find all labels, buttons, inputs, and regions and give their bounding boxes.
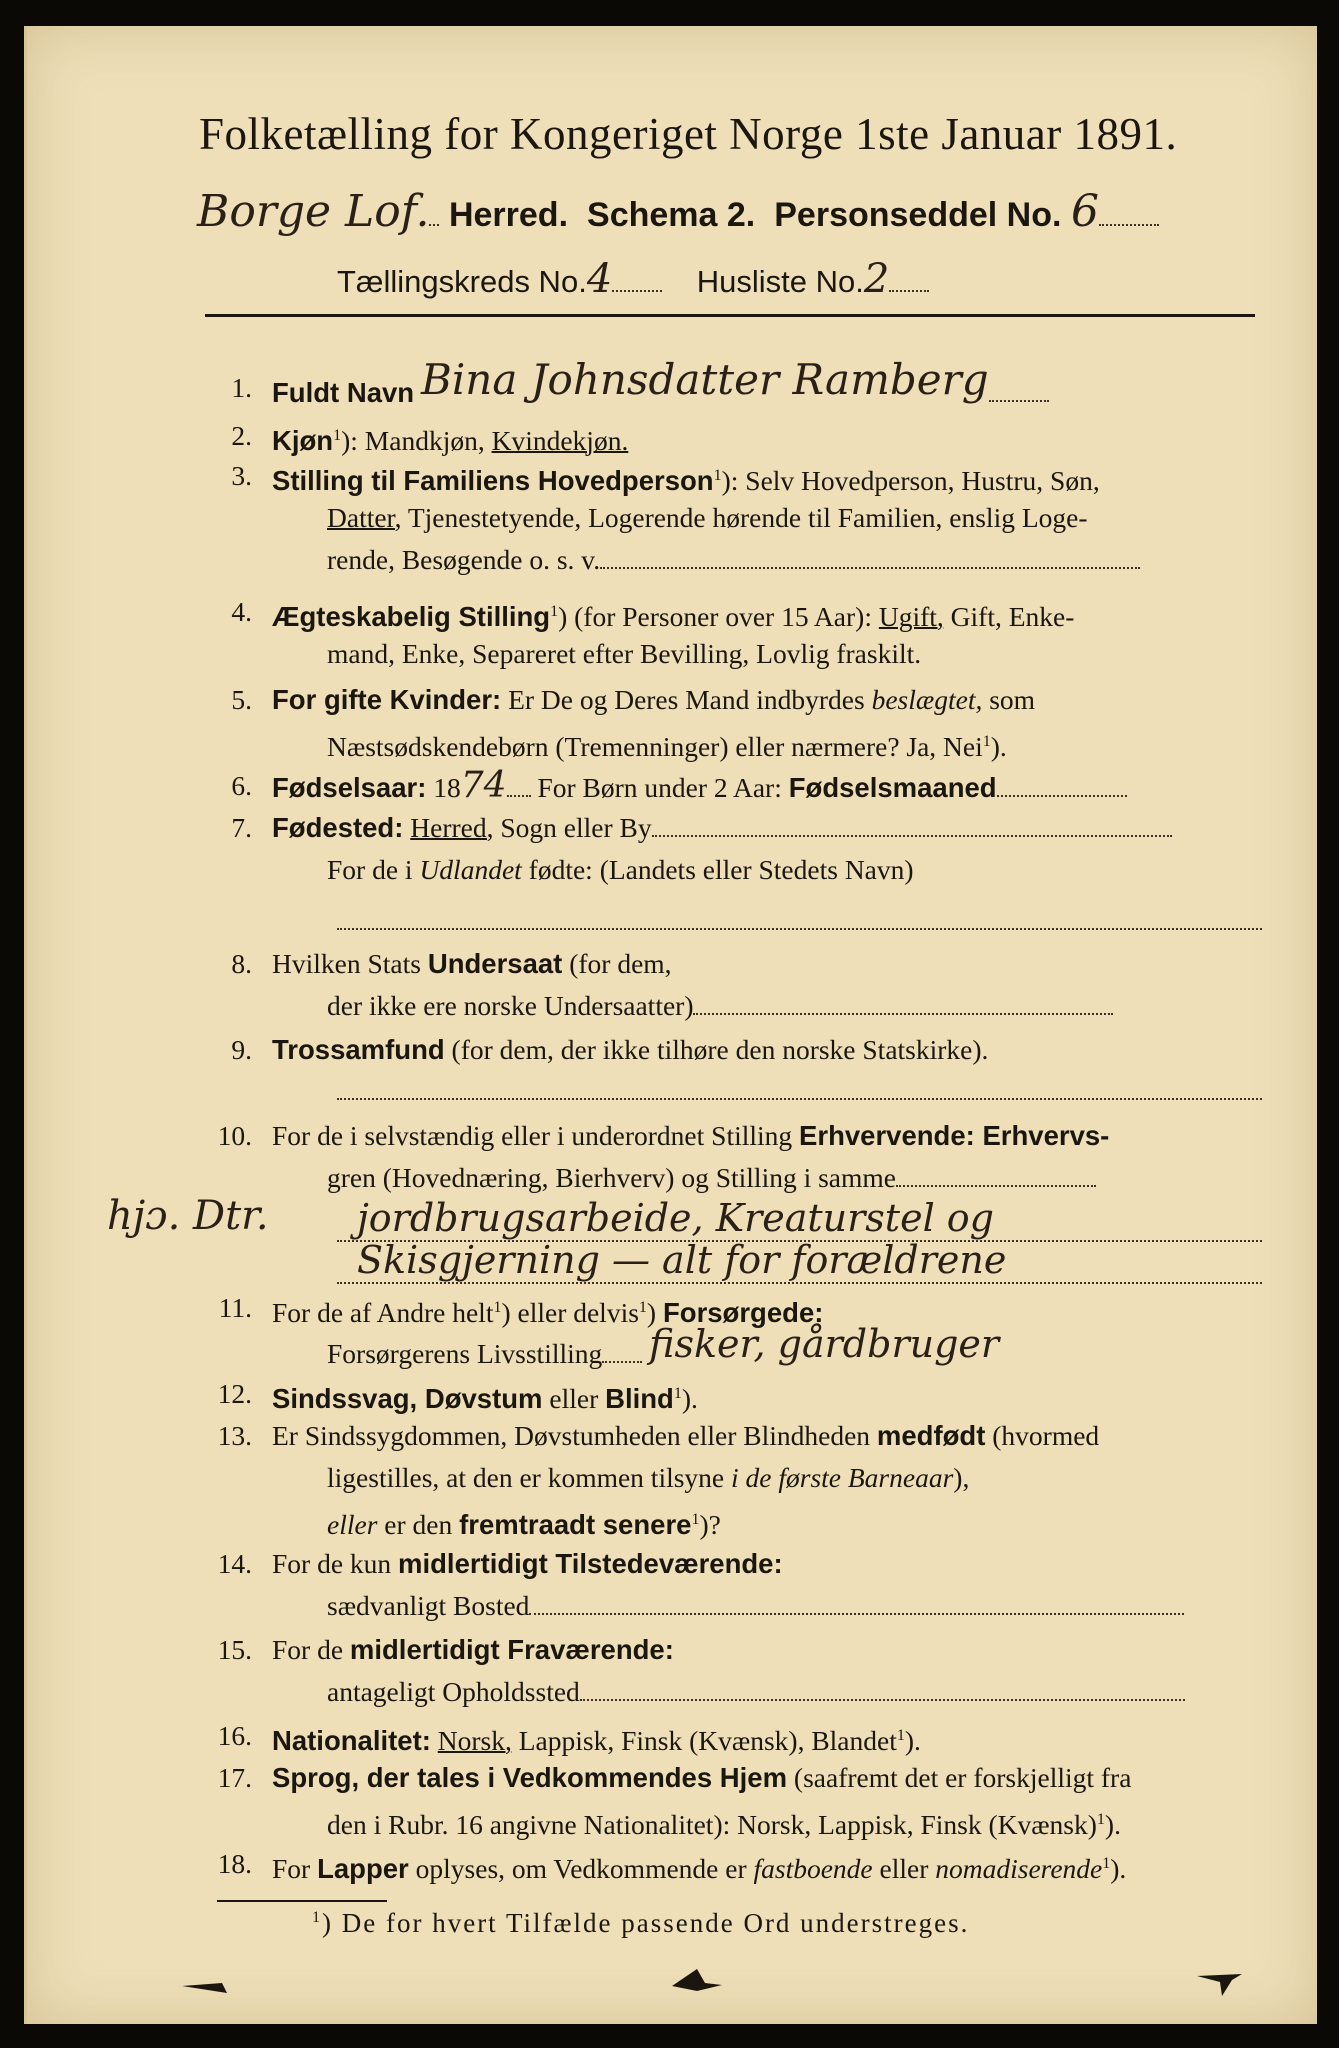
footnote-ref: 1 [673, 1385, 682, 1402]
gifte-label: gifte Kvinder: [323, 684, 502, 715]
year-prefix: 18 [426, 772, 461, 803]
kjon-options: ): Mandkjøn, [341, 425, 492, 457]
row-number: 5. [231, 684, 252, 715]
footnote-ref: 1 [638, 1299, 647, 1316]
erhverv-label: Erhvervende: Erhvervs- [799, 1120, 1110, 1151]
row-number: 9. [231, 1034, 252, 1065]
undersaat-text-3: der ikke ere norske Undersaatter) [327, 990, 694, 1021]
tilstede-text: For de kun [272, 1548, 399, 1579]
sprog-options: den i Rubr. 16 angivne Nationalitet): Norsk, Lappisk, Finsk (Kvænsk) [327, 1809, 1097, 1841]
udland-italic: Udlandet [419, 854, 522, 885]
census-form-sheet [24, 26, 1317, 2024]
gifte-question: Er De og Deres Mand indbyrdes [501, 684, 872, 715]
gifte-italic: beslægtet, [871, 684, 983, 715]
row-number: 3. [231, 460, 252, 491]
row-number: 15. [217, 1634, 252, 1665]
fodselsaar-label: Fødselsaar: [272, 772, 427, 803]
fravaerende-label: midlertidigt Fraværende: [349, 1634, 674, 1665]
kjon-label: Kjøn [272, 425, 334, 457]
fremtraadt-label: fremtraadt senere [459, 1509, 692, 1541]
footnote-ref: 1 [493, 1299, 502, 1316]
lapper-end: ). [1110, 1853, 1127, 1885]
eller-italic: eller [327, 1509, 378, 1541]
fodested-options: Sogn eller By [493, 812, 652, 843]
row-number: 4. [231, 596, 252, 627]
aegteskab-options-3: mand, Enke, Separeret efter Bevilling, Lovlig fraskilt. [327, 638, 922, 669]
nationalitet-end: ). [904, 1725, 921, 1757]
kreds-label: Tællingskreds No. [337, 264, 587, 299]
schema-label: Schema 2. [587, 196, 756, 234]
footnote [312, 1908, 969, 1939]
herred-handwritten: Borge Lof. [197, 186, 430, 237]
erhverv-value-1: jordbrugsarbeide, Kreaturstel og [357, 1196, 995, 1240]
udland-text: For de i [327, 854, 420, 885]
nationalitet-options: Lappisk, Finsk (Kvænsk), Blandet [511, 1725, 897, 1757]
nationalitet-selected: Norsk, [437, 1725, 512, 1757]
aegteskab-label: Ægteskabelig Stilling [272, 601, 551, 633]
personseddel-number: 6 [1070, 186, 1099, 237]
fremtraadt-end: )? [699, 1509, 721, 1541]
forsorger-label: Forsørgerens Livsstilling [327, 1338, 603, 1369]
punch-mark-left-icon [177, 1971, 237, 2001]
fuldt-navn-value: Bina Johnsdatter Ramberg [420, 355, 989, 404]
form-title: Folketælling for Kongeriget Norge 1ste Januar 1891. [199, 109, 1178, 159]
medfodt-label: medfødt [876, 1420, 986, 1451]
fuldt-navn-label: Fuldt Navn [272, 377, 415, 408]
erhverv-value-2: Skisgjerning — alt for forældrene [357, 1238, 1007, 1282]
header-line-2 [337, 256, 929, 302]
trossamfund-blank-line [337, 1078, 1262, 1100]
lapper-text-3: eller [872, 1853, 936, 1885]
fastboende-italic: fastboende [753, 1853, 873, 1885]
gifte-prefix: For [272, 684, 324, 715]
medfodt-text: Er Sindssygdommen, Døvstumheden eller Blindheden [272, 1420, 877, 1451]
fremtraadt-text: er den [377, 1509, 460, 1541]
medfodt-italic: i de første Barneaar [731, 1462, 954, 1493]
gifte-question-2: Næstsødskendebørn (Tremenninger) eller nærmere? Ja, Nei [327, 731, 983, 763]
punch-mark-right-icon [1192, 1964, 1252, 2004]
trossamfund-label: Trossamfund [272, 1034, 445, 1065]
lapper-text: For [272, 1853, 318, 1885]
husliste-number: 2 [863, 256, 890, 302]
blind-label: Blind [605, 1383, 674, 1415]
stilling-options-3: rende, Besøgende o. s. v. [327, 544, 601, 575]
erhverv-text: For de i selvstændig eller i underordnet Stilling [272, 1120, 800, 1151]
fodested-blank-line [337, 908, 1262, 930]
row-number: 6. [231, 770, 252, 801]
forsorger-value: fisker, gårdbruger [649, 1322, 1000, 1366]
footnote-ref: 1 [896, 1727, 905, 1744]
lapper-label: Lapper [317, 1853, 409, 1885]
row-number: 10. [217, 1120, 252, 1151]
row-number: 2. [231, 420, 252, 451]
fravaerende-text: For de [272, 1634, 350, 1665]
header-rule [205, 314, 1255, 317]
fodselsaar-text: For Børn under 2 Aar: [530, 772, 789, 803]
sindssvag-text: eller [542, 1383, 606, 1415]
undersaat-text-2: (for dem, [562, 948, 672, 979]
footnote-rule [217, 1900, 387, 1902]
kjon-selected: Kvindekjøn. [491, 425, 629, 457]
row-number: 18. [217, 1848, 252, 1879]
footnote-text: ) De for hvert Tilfælde passende Ord understreges. [322, 1908, 970, 1938]
footnote-ref: 1 [982, 733, 991, 750]
nomadiserende-italic: nomadiserende [935, 1853, 1103, 1885]
stilling-options: ): Selv Hovedperson, Hustru, Søn, [721, 465, 1100, 497]
footnote-ref: 1 [1102, 1855, 1111, 1872]
footnote-ref: 1 [691, 1511, 700, 1528]
sindssvag-end: ). [681, 1383, 698, 1415]
row-number: 1. [231, 372, 252, 403]
trossamfund-text: (for dem, der ikke tilhøre den norske Statskirke). [444, 1034, 989, 1065]
bosted-label: sædvanligt Bosted [327, 1590, 530, 1621]
aegteskab-selected: Ugift, [878, 601, 944, 633]
stilling-options-2: Tjenestetyende, Logerende hørende til Familien, enslig Loge- [401, 502, 1088, 533]
row-number: 12. [217, 1378, 252, 1409]
sindssvag-label: Sindssvag, Døvstum [272, 1383, 543, 1415]
nationalitet-label: Nationalitet: [272, 1725, 431, 1757]
header-line-1 [197, 186, 1159, 237]
forsorgede-text-2: ) eller delvis [501, 1297, 639, 1329]
stilling-selected: Datter, [327, 502, 402, 533]
row-number: 14. [217, 1548, 252, 1579]
row-number: 16. [217, 1720, 252, 1751]
sprog-text: (saafremt det er forskjelligt fra [787, 1762, 1132, 1793]
margin-annotation: hjɔ. Dtr. [107, 1193, 269, 1239]
gifte-question-end: som [982, 684, 1036, 715]
undersaat-label: Undersaat [427, 948, 563, 979]
footnote-ref: 1 [713, 467, 722, 484]
sprog-end: ). [1104, 1809, 1121, 1841]
forsorgede-text: For de af Andre helt [272, 1297, 494, 1329]
row-10 [27, 1116, 1317, 1286]
fodested-selected: Herred, [410, 812, 494, 843]
personseddel-label: Personseddel No. [774, 196, 1062, 234]
row-number: 8. [231, 948, 252, 979]
row-number: 11. [218, 1292, 252, 1323]
forsorgede-label: Forsørgede: [662, 1297, 824, 1329]
aegteskab-options: ) (for Personer over 15 Aar): [558, 601, 879, 633]
row-number: 13. [217, 1420, 252, 1451]
medfodt-text-4: ), [953, 1462, 970, 1493]
kreds-number: 4 [586, 256, 613, 302]
forsorgede-text-3: ) [646, 1297, 663, 1329]
sprog-label: Sprog, der tales i Vedkommendes Hjem [272, 1762, 788, 1793]
medfodt-text-2: (hvormed [985, 1420, 1100, 1451]
fodested-label: Fødested: [272, 812, 404, 843]
footnote-marker: 1 [312, 1909, 322, 1926]
husliste-label: Husliste No. [696, 264, 864, 299]
aegteskab-options-2: Gift, Enke- [943, 601, 1075, 633]
lapper-text-2: oplyses, om Vedkommende er [408, 1853, 754, 1885]
opholdssted-label: antageligt Opholdssted [327, 1676, 580, 1707]
herred-label: Herred. [448, 196, 569, 234]
row-number: 17. [217, 1762, 252, 1793]
punch-mark-center-icon [667, 1961, 727, 2001]
fodselsmaaned-label: Fødselsmaaned [788, 772, 997, 803]
udland-text-2: fødte: (Landets eller Stedets Navn) [521, 854, 914, 885]
row-number: 7. [231, 812, 252, 843]
row-3 [27, 456, 1297, 586]
footnote-ref: 1 [333, 427, 342, 444]
footnote-ref: 1 [550, 603, 559, 620]
medfodt-text-3: ligestilles, at den er kommen tilsyne [327, 1462, 732, 1493]
undersaat-text: Hvilken Stats [272, 948, 428, 979]
tilstede-label: midlertidigt Tilstedeværende: [398, 1548, 783, 1579]
gifte-end: ). [990, 731, 1007, 763]
stilling-label: Stilling til Familiens Hovedperson [272, 465, 714, 497]
erhverv-text-2: gren (Hovednæring, Bierhverv) og Stilling i samme [327, 1162, 897, 1193]
fodselsaar-value: 74 [460, 765, 507, 806]
footnote-ref: 1 [1096, 1811, 1105, 1828]
